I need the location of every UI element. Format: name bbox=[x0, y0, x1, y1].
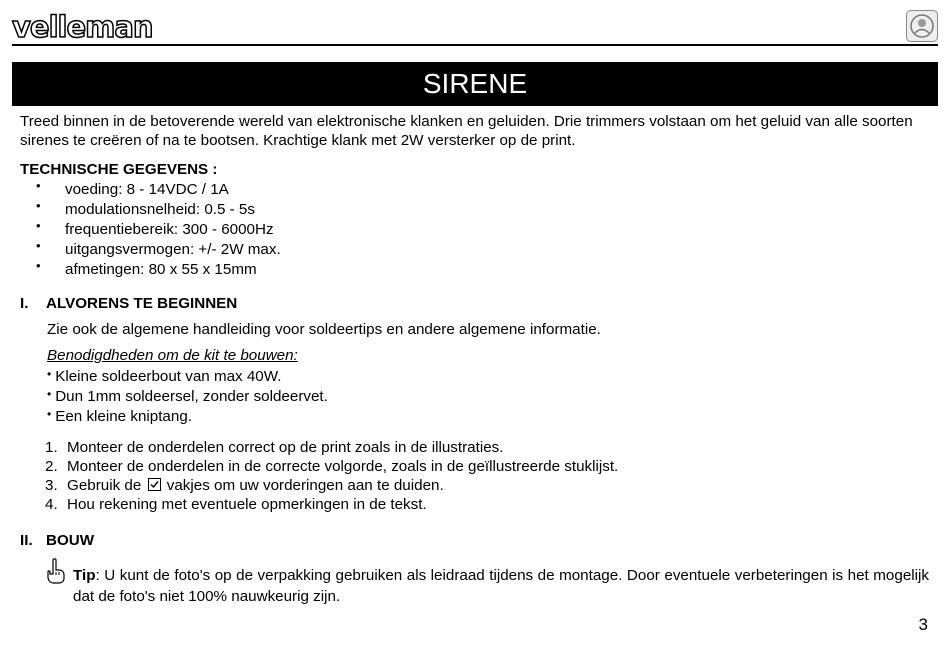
list-item: • frequentiebereik: 300 - 6000Hz bbox=[36, 218, 274, 238]
section-heading-2: II. BOUW bbox=[20, 532, 95, 549]
bullet-icon: • bbox=[47, 387, 52, 401]
list-item: • modulationsnelheid: 0.5 - 5s bbox=[36, 198, 255, 218]
bullet-icon: • bbox=[36, 258, 41, 273]
section-1-text: Zie ook de algemene handleiding voor soldeertips en andere algemene informatie. bbox=[47, 321, 601, 338]
bullet-icon: • bbox=[47, 367, 52, 381]
section-heading-1: I. ALVORENS TE BEGINNEN bbox=[20, 295, 238, 312]
velleman-logo: velleman bbox=[12, 10, 153, 44]
list-item: 1. Monteer de onderdelen correct op de print zoals in de illustraties. bbox=[45, 439, 504, 456]
specs-heading: TECHNISCHE GEGEVENS : bbox=[20, 161, 218, 178]
tools-heading: Benodigdheden om de kit te bouwen: bbox=[47, 347, 298, 364]
bullet-icon: • bbox=[36, 218, 41, 233]
list-item: • voeding: 8 - 14VDC / 1A bbox=[36, 178, 229, 198]
tools-list bbox=[47, 364, 328, 424]
specs-list bbox=[36, 180, 281, 280]
list-item: • uitgangsvermogen: +/- 2W max. bbox=[36, 238, 281, 258]
page-header bbox=[12, 8, 938, 46]
bullet-icon: • bbox=[36, 178, 41, 193]
checkbox-icon bbox=[148, 478, 161, 491]
intro-text: Treed binnen in de betoverende wereld van elektronische klanken en geluiden. Drie trimmers volstaan om het geluid van alle soorten sirenes te creëren of na te bootsen. Krachtige klank met 2W versterker op de print. bbox=[20, 113, 913, 149]
list-item: 3. Gebruik de vakjes om uw vorderingen aan te duiden. bbox=[45, 477, 444, 494]
emblem-icon bbox=[906, 10, 938, 42]
page-number: 3 bbox=[918, 615, 928, 634]
list-item: • Een kleine kniptang. bbox=[47, 407, 192, 425]
bullet-icon: • bbox=[47, 407, 52, 421]
steps-list bbox=[45, 438, 618, 514]
list-item: • Kleine soldeerbout van max 40W. bbox=[47, 367, 282, 385]
list-item: 2. Monteer de onderdelen in de correcte volgorde, zoals in de geïllustreerde stuklijst. bbox=[45, 458, 619, 475]
page-title: SIRENE bbox=[12, 62, 938, 106]
pointing-hand-icon bbox=[45, 558, 67, 584]
bullet-icon: • bbox=[36, 238, 41, 253]
list-item: • afmetingen: 80 x 55 x 15mm bbox=[36, 258, 257, 278]
list-item: • Dun 1mm soldeersel, zonder soldeervet. bbox=[47, 387, 328, 405]
bullet-icon: • bbox=[36, 198, 41, 213]
list-item: 4. Hou rekening met eventuele opmerkingen in de tekst. bbox=[45, 496, 427, 513]
tip-text: Tip: U kunt de foto's op de verpakking gebruiken als leidraad tijdens de montage. Door eventuele verbeteringen is het mogelijk dat de foto's niet 100% nauwkeurig zijn. bbox=[73, 567, 929, 605]
